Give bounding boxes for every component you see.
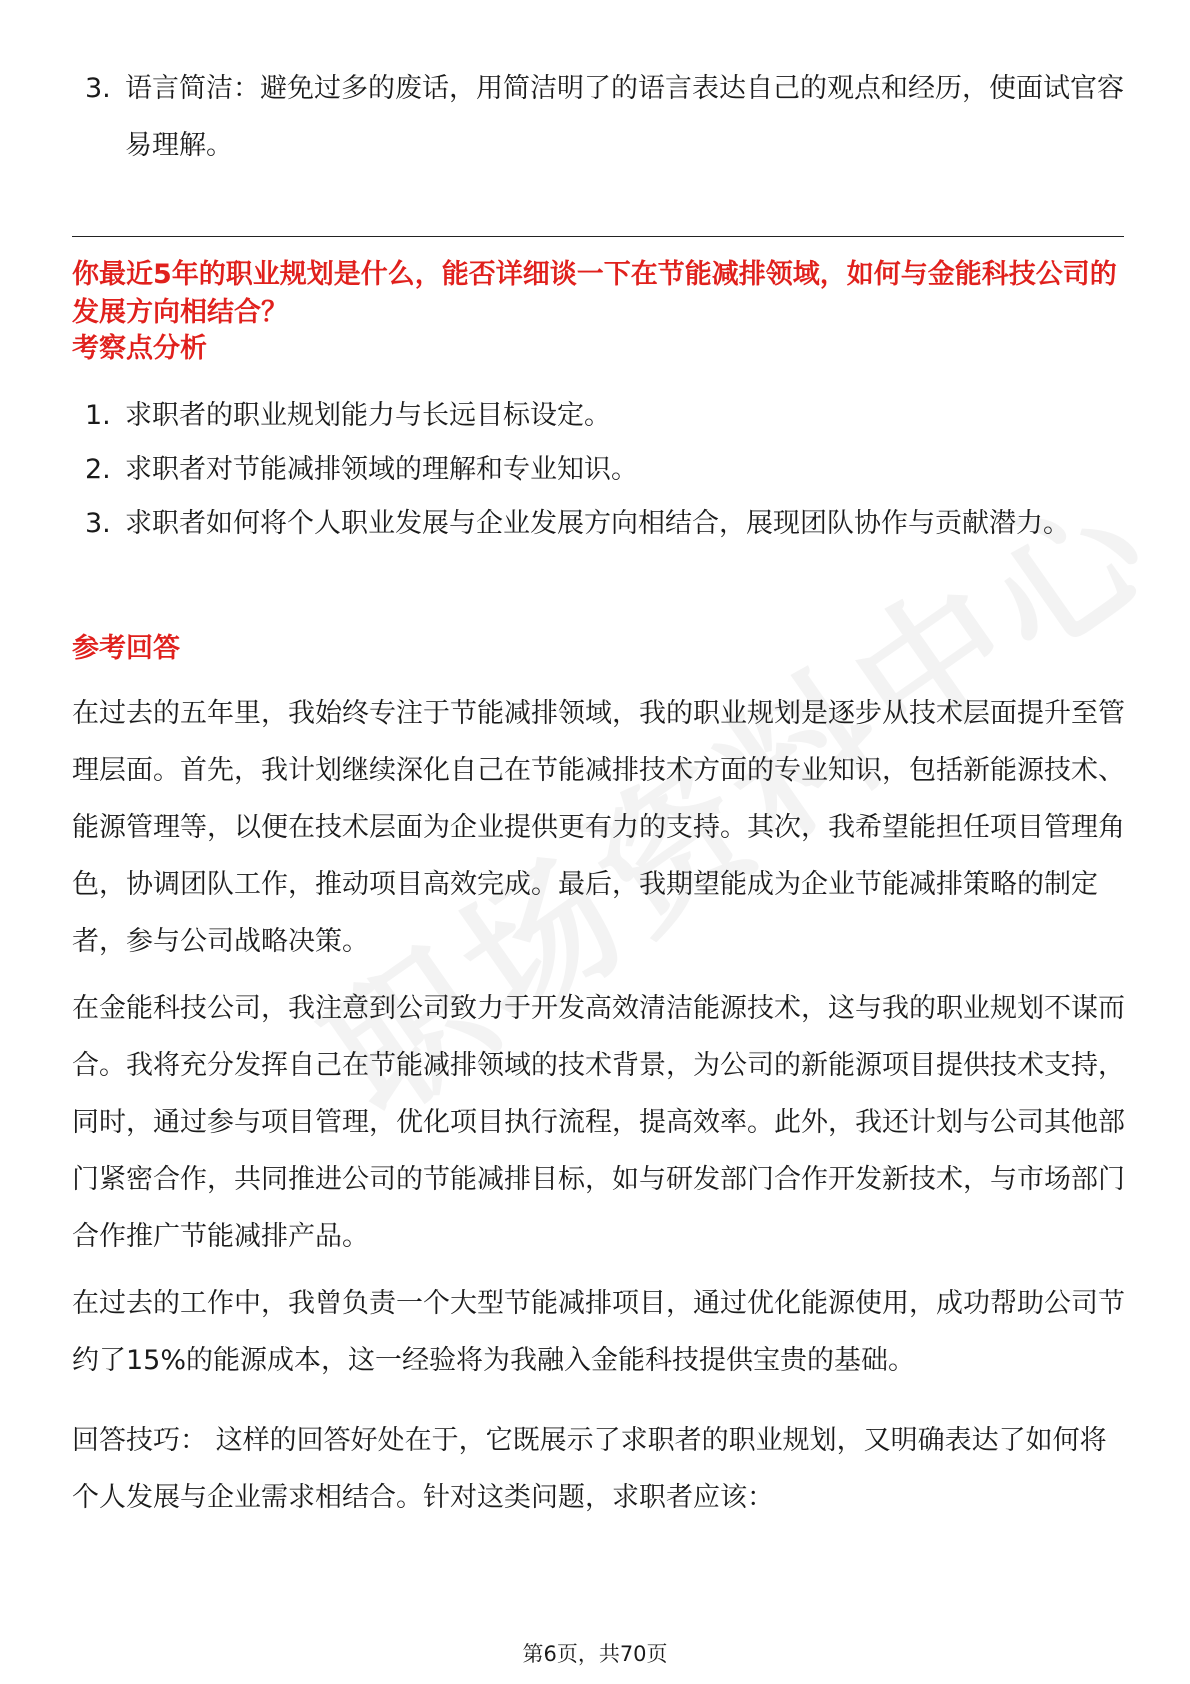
answer-heading: 参考回答 <box>72 633 180 664</box>
list-item <box>85 441 1125 498</box>
list-item <box>85 60 1125 174</box>
answer-paragraph: 在金能科技公司，我注意到公司致力于开发高效清洁能源技术，这与我的职业规划不谋而合。我将充分发挥自己在节能减排领域的技术背景，为公司的新能源项目提供技术支持，同时，通过参与项目管理，优化项目执行流程，提高效率。此外，我还计划与公司其他部门紧密合作，共同推进公司的节能减排目标，如与研发部门合作开发新技术，与市场部门合作推广节能减排产品。 <box>72 993 1125 1252</box>
list-text: 求职者对节能减排领域的理解和专业知识。 <box>125 454 638 485</box>
section-divider <box>72 236 1124 237</box>
list-text: 求职者的职业规划能力与长远目标设定。 <box>125 400 611 431</box>
list-number: 3. <box>85 73 111 104</box>
list-number: 2. <box>85 454 111 485</box>
answer-paragraph: 在过去的工作中，我曾负责一个大型节能减排项目，通过优化能源使用，成功帮助公司节约了15%的能源成本，这一经验将为我融入金能科技提供宝贵的基础。 <box>72 1288 1125 1376</box>
list-number: 3. <box>85 508 111 539</box>
list-text: 语言简洁：避免过多的废话，用简洁明了的语言表达自己的观点和经历，使面试官容易理解。 <box>125 73 1124 161</box>
list-number: 1. <box>85 400 111 431</box>
page-number: 第6页，共70页 <box>522 1642 668 1666</box>
answer-tips: 回答技巧： 这样的回答好处在于，它既展示了求职者的职业规划，又明确表达了如何将个人发展与企业需求相结合。针对这类问题，求职者应该： <box>72 1425 1107 1513</box>
list-text: 求职者如何将个人职业发展与企业发展方向相结合，展现团队协作与贡献潜力。 <box>125 508 1070 539</box>
answer-paragraph: 在过去的五年里，我始终专注于节能减排领域，我的职业规划是逐步从技术层面提升至管理层面。首先，我计划继续深化自己在节能减排技术方面的专业知识，包括新能源技术、能源管理等，以便在技术层面为企业提供更有力的支持。其次，我希望能担任项目管理角色，协调团队工作，推动项目高效完成。最后，我期望能成为企业节能减排策略的制定者，参与公司战略决策。 <box>72 698 1125 957</box>
list-item <box>85 495 1125 552</box>
list-item <box>85 387 1125 444</box>
analysis-heading: 考察点分析 <box>72 333 207 364</box>
question-title: 你最近5年的职业规划是什么，能否详细谈一下在节能减排领域，如何与金能科技公司的发展方向相结合？ <box>72 259 1117 328</box>
